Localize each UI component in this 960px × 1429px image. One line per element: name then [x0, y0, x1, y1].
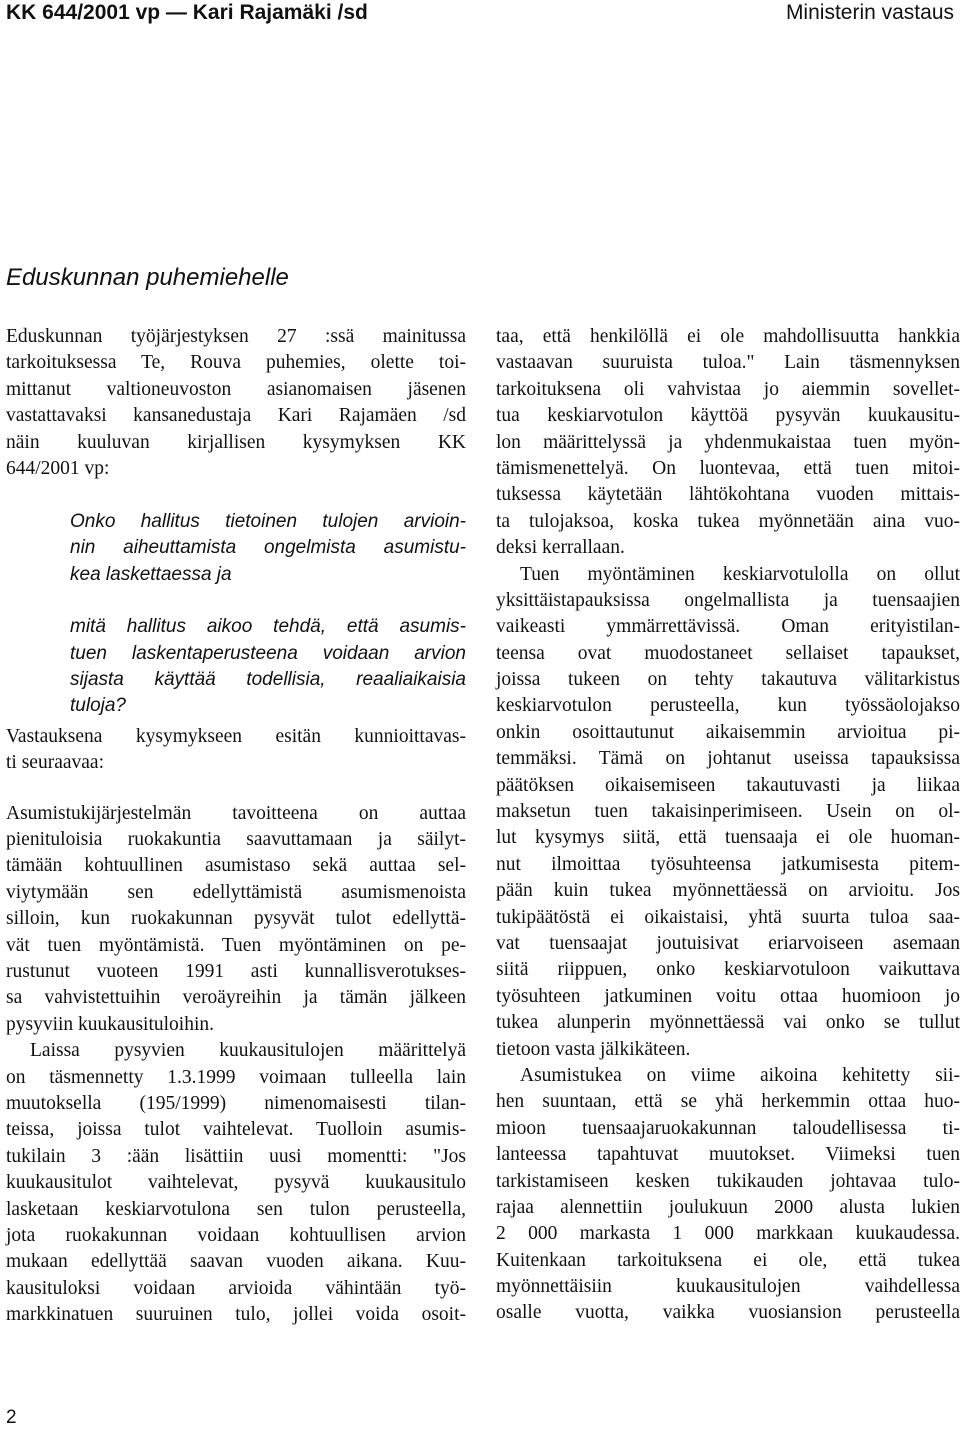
text-line: viytymään sen edellyttämistä asumismenoista — [6, 881, 466, 903]
text-line: Onko hallitus tietoinen tulojen arvioin- — [70, 510, 466, 532]
text-line: Vastauksena kysymykseen esitän kunnioittavas- — [6, 725, 466, 747]
text-line: Asumistukijärjestelmän tavoitteena on auttaa — [6, 802, 466, 824]
text-line: lon määrittelyssä ja yhdenmukaistaa tuen myön- — [496, 431, 960, 453]
answer-paragraph-1 — [6, 801, 466, 1039]
left-column — [6, 324, 466, 1328]
text-line: työsuhteen jatkuminen voitu ottaa huomioon jo — [496, 985, 960, 1007]
text-line: vaikeasti ymmärrettävissä. Oman erityistilan- — [496, 616, 960, 638]
text-line: tukea alunperin myönnettäessä vai onko se tullut — [496, 1012, 960, 1034]
text-line: markkinatuen suuruinen tulo, jollei voida osoit- — [6, 1304, 466, 1326]
text-line: maksetun tuen takaisinperimiseen. Usein on ol- — [496, 801, 960, 823]
text-line: tuksessa käytetään lähtökohtana vuoden mittais- — [496, 484, 960, 506]
text-line: pienituloisia ruokakuntia saavuttamaan ja säilyt- — [6, 829, 466, 851]
text-line: vät tuen myöntämistä. Tuen myöntäminen on pe- — [6, 934, 466, 956]
text-line: Asumistukea on viime aikoina kehitetty sii- — [520, 1064, 960, 1086]
right-column — [496, 324, 960, 1327]
text-line: sa vahvistettuihin veroäyreihin ja tämän jälkeen — [6, 987, 466, 1009]
text-line: 2 000 markasta 1 000 markkaan kuukaudessa. — [496, 1223, 960, 1245]
answer-paragraph-2 — [6, 1038, 466, 1328]
text-line: deksi kerrallaan. — [496, 537, 625, 559]
text-line: silloin, kun ruokakunnan pysyvät tulot edellyttä- — [6, 908, 466, 930]
text-line: teissa, joissa tulot vaihtelevat. Tuolloin asumis- — [6, 1119, 466, 1141]
text-line: lanteessa tapahtuvat muutokset. Viimeksi tuen — [496, 1144, 960, 1166]
text-line: temmäksi. Tämä on johtanut useissa tapauksissa — [496, 748, 960, 770]
page-number: 2 — [6, 1407, 17, 1428]
text-line: tarkistamiseen kesken tukikauden johtavaa tulo- — [496, 1170, 960, 1192]
text-line: tämismenettelyä. On luontevaa, että tuen mitoi- — [496, 457, 960, 479]
text-line: nin aiheuttamista ongelmista asumistu- — [70, 537, 466, 559]
text-line: Tuen myöntäminen keskiarvotulolla on ollut — [520, 563, 960, 585]
text-line: kea laskettaessa ja — [70, 563, 232, 585]
text-line: vastattavaksi kansanedustaja Kari Rajamäen /sd — [6, 405, 466, 427]
text-line: muutoksella (195/1999) nimenomaisesti tilan- — [6, 1092, 466, 1114]
text-line: vat tuensaajat joutuisivat eriarvoiseen asemaan — [496, 932, 960, 954]
text-line: taa, että henkilöllä ei ole mahdollisuutta hankkia — [496, 326, 960, 347]
text-line: Eduskunnan työjärjestyksen 27 :ssä mainitussa — [6, 326, 466, 347]
intro-paragraph — [6, 324, 466, 482]
text-line: siitä riippuen, onko keskiarvotuloon vaikuttava — [496, 959, 960, 981]
question-block-1 — [6, 509, 466, 588]
text-line: mukaan edellyttää saavan vuoden aikana. Kuu- — [6, 1251, 466, 1273]
header-document-id: KK 644/2001 vp — Kari Rajamäki /sd — [6, 1, 368, 24]
text-line: pään kuin tukea myönnettäessä on arvioitu. Jos — [496, 880, 960, 902]
text-line: ta tulojaksoa, koska tukea myönnetään aina vuo- — [496, 510, 960, 532]
text-line: joissa tukeen on tehty takautuva välitarkistus — [496, 669, 960, 691]
text-line: päätöksen oikaisemiseen takautuvasti ja liikaa — [496, 774, 960, 796]
text-line: tietoon vasta jälkikäteen. — [496, 1038, 691, 1060]
text-line: keskiarvotulon perusteella, kun työssäolojakso — [496, 695, 960, 717]
header-section-label: Ministerin vastaus — [785, 1, 954, 24]
text-line: teensa ovat muodostaneet sellaiset tapaukset, — [496, 642, 960, 664]
text-line: tuloja? — [70, 695, 126, 717]
text-line: tua keskiarvotulon käyttöä pysyvän kuukausitu- — [496, 405, 960, 427]
page-title: Eduskunnan puhemiehelle — [6, 264, 289, 291]
text-line: jota ruokakunnan voidaan kohtuullisen arvion — [6, 1224, 466, 1246]
text-line: rustunut vuoteen 1991 asti kunnallisverotukses- — [6, 960, 466, 982]
text-line: mioon tuensaajaruokakunnan taloudellisessa ti- — [496, 1117, 960, 1139]
text-line: kuukausitulot vaihtelevat, pysyvä kuukausitulo — [6, 1172, 466, 1194]
text-line: rajaa alennettiin joulukuun 2000 alusta lukien — [496, 1196, 960, 1218]
text-line: myönnettäisiin kuukausitulojen vaihdellessa — [496, 1276, 960, 1298]
text-line: tarkoituksena oli vahvistaa jo aiemmin sovellet- — [496, 378, 960, 400]
text-line: osalle vuotta, vaikka vuosiansion perusteella — [496, 1302, 960, 1324]
answer-intro-paragraph — [6, 724, 466, 777]
text-line: 644/2001 vp: — [6, 457, 110, 479]
text-line: vastaavan suuruista tuloa." Lain täsmennyksen — [496, 352, 960, 374]
answer-paragraph-2-continued — [496, 324, 960, 562]
text-line: tuen laskentaperusteena voidaan arvion — [70, 642, 466, 664]
text-line: tukipäätöstä ei oikaistaisi, yhtä suurta tuloa saa- — [496, 906, 960, 928]
text-line: nut ilmoittaa työsuhteensa jatkumisesta pitem- — [496, 853, 960, 875]
answer-paragraph-4 — [496, 1063, 960, 1327]
text-line: mitä hallitus aikoo tehdä, että asumis- — [70, 616, 466, 638]
text-line: tämään kohtuullinen asumistaso sekä auttaa sel- — [6, 855, 466, 877]
text-line: Laissa pysyvien kuukausitulojen määrittelyä — [30, 1040, 466, 1062]
text-line: sijasta käyttää todellisia, reaaliaikaisia — [70, 669, 466, 691]
text-line: tarkoituksessa Te, Rouva puhemies, olette toi- — [6, 352, 466, 374]
text-line: lasketaan keskiarvotulona sen tulon perusteella, — [6, 1198, 466, 1220]
text-line: hen suuntaan, että se yhä herkemmin ottaa huo- — [496, 1091, 960, 1113]
text-line: onkin osoittautunut aikaisemmin arvioitua pi- — [496, 721, 960, 743]
text-line: pysyviin kuukausituloihin. — [6, 1013, 215, 1035]
text-line: ti seuraavaa: — [6, 752, 104, 774]
text-line: tukilain 3 :ään lisättiin uusi momentti: "Jos — [6, 1145, 466, 1167]
text-line: yksittäistapauksissa ongelmallista ja tuensaajien — [496, 589, 960, 611]
text-line: kausituloksi voidaan arvioida vähintään työ- — [6, 1277, 466, 1299]
answer-paragraph-3 — [496, 562, 960, 1063]
question-block-2 — [6, 614, 466, 720]
text-line: Kuitenkaan tarkoituksena ei ole, että tukea — [496, 1249, 960, 1271]
text-line: on täsmennetty 1.3.1999 voimaan tulleella lain — [6, 1066, 466, 1088]
text-line: mittanut valtioneuvoston asianomaisen jäsenen — [6, 378, 466, 400]
text-line: lut kysymys siitä, että tuensaaja ei ole huoman- — [496, 827, 960, 849]
text-line: näin kuuluvan kirjallisen kysymyksen KK — [6, 431, 466, 453]
